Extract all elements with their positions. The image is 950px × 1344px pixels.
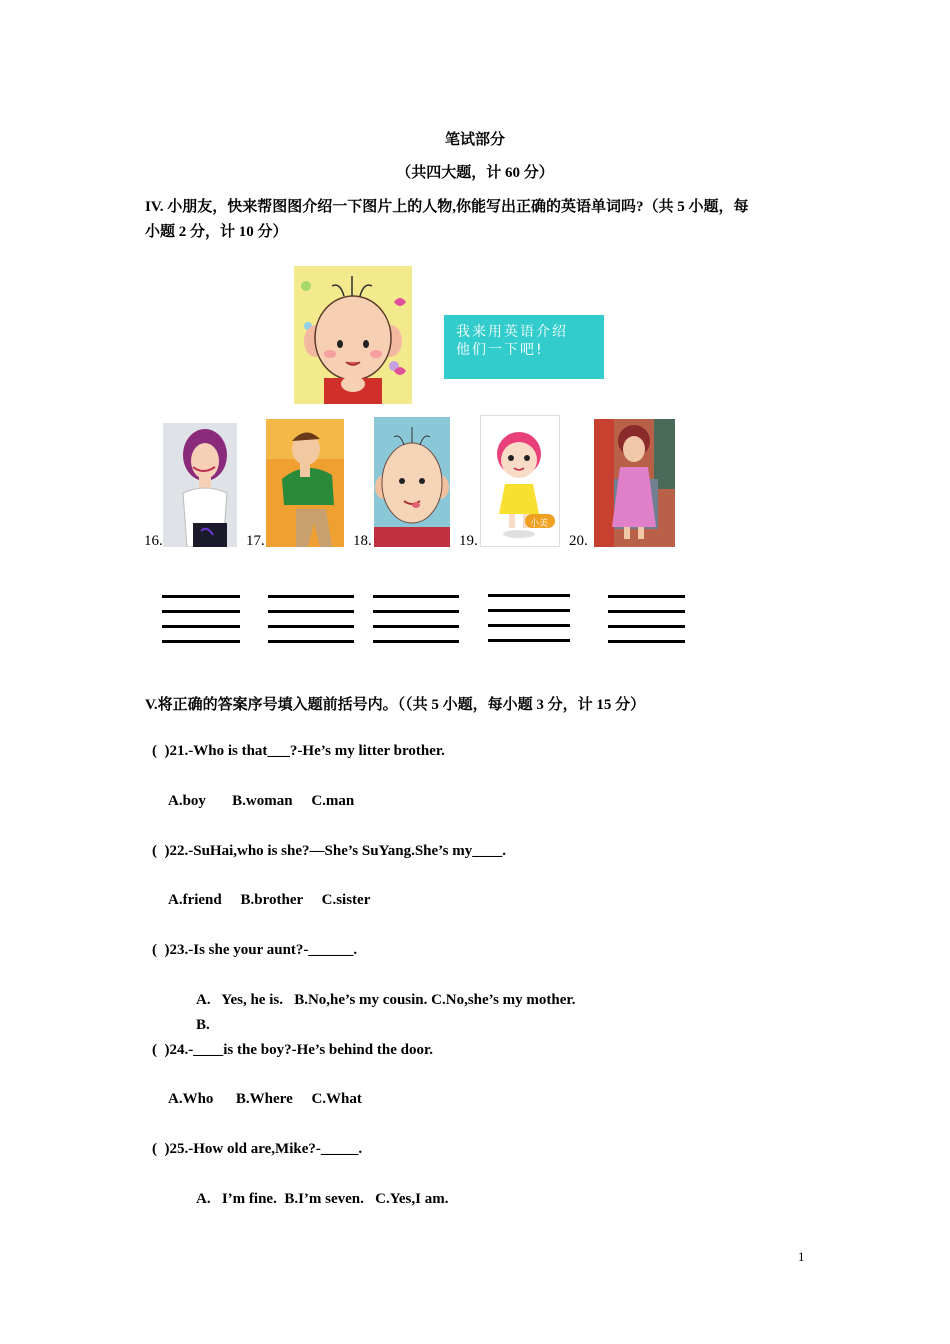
picture-grandma xyxy=(594,419,675,547)
question-21-options: A.boy B.woman C.man xyxy=(168,793,355,809)
tutu-picture xyxy=(294,266,412,404)
page-number: 1 xyxy=(798,1249,805,1264)
question-25-options: A. I’m fine. B.I’m seven. C.Yes,I am. xyxy=(196,1191,449,1207)
section4-heading-line2: 小题 2 分，计 10 分） xyxy=(145,224,288,240)
question-23-extra: B. xyxy=(196,1017,210,1033)
question-22-options: A.friend B.brother C.sister xyxy=(168,892,371,908)
speech-bubble xyxy=(444,315,604,379)
bubble-line2: 他们一下吧! xyxy=(456,342,544,358)
question-23: ( )23.-Is she your aunt?-______. xyxy=(152,942,358,958)
item-number-18: 18. xyxy=(353,533,372,549)
item-number-16: 16. xyxy=(144,533,163,549)
picture-man xyxy=(266,419,344,547)
girl-name-badge: 小美 xyxy=(530,519,549,529)
picture-woman xyxy=(163,423,237,547)
page-subtitle: （共四大题，计 60 分） xyxy=(396,165,554,181)
picture-tutu xyxy=(374,417,450,547)
section4-heading-line1: IV. 小朋友，快来帮图图介绍一下图片上的人物,你能写出正确的英语单词吗?（共 5 小题，每 xyxy=(145,199,749,215)
question-23-options: A. Yes, he is. B.No,he’s my cousin. C.No,she’s my mother. xyxy=(196,992,576,1008)
item-number-17: 17. xyxy=(246,533,265,549)
page-title: 笔试部分 xyxy=(444,132,505,148)
question-24: ( )24.-____is the boy?-He’s behind the door. xyxy=(152,1042,433,1058)
question-25: ( )25.-How old are,Mike?-_____. xyxy=(152,1141,363,1157)
question-24-options: A.Who B.Where C.What xyxy=(168,1091,362,1107)
bubble-line1: 我来用英语介绍 xyxy=(456,324,568,340)
section5-heading: V.将正确的答案序号填入题前括号内。（（共 5 小题，每小题 3 分，计 15 分） xyxy=(145,697,646,713)
question-21: ( )21.-Who is that___?-He’s my litter brother. xyxy=(152,743,445,759)
question-22: ( )22.-SuHai,who is she?—She’s SuYang.She’s my____. xyxy=(152,843,506,859)
picture-girl xyxy=(480,415,560,547)
item-number-19: 19. xyxy=(459,533,478,549)
item-number-20: 20. xyxy=(569,533,588,549)
